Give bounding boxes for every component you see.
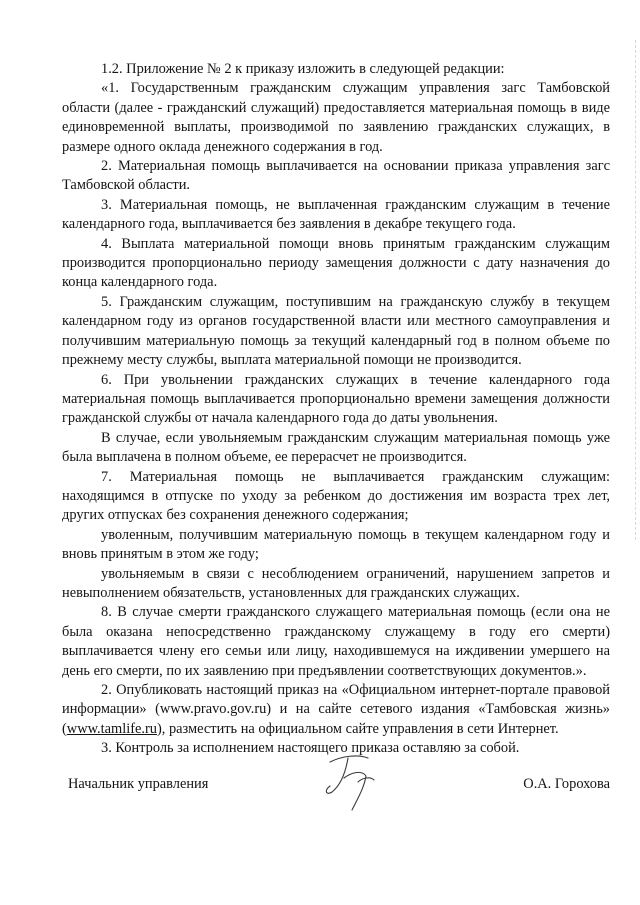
paragraph: 6. При увольнении гражданских служащих в течение календарного года материальная помощь выплачивается пропорционально времени замещения должности гражданской службы от начала календарного года до даты увольнения. (62, 371, 610, 427)
paragraph: 4. Выплата материальной помощи вновь принятым гражданским служащим производится пропорционально периоду замещения должности с дату назначения до конца календарного года. (62, 235, 610, 291)
tamlife-link[interactable]: www.tamlife.ru (66, 720, 157, 737)
handwritten-signature (318, 748, 380, 818)
paragraph: «1. Государственным гражданским служащим управления загс Тамбовской области (далее - гражданский служащий) предоставляется материальная помощь в виде единовременной выплаты, производимой по заявлению гражданских служащих, в размере одного оклада денежного содержания в год. (62, 80, 610, 155)
scan-edge-artifact (634, 40, 636, 540)
paragraph: 2. Материальная помощь выплачивается на основании приказа управления загс Тамбовской области. (62, 158, 610, 194)
paragraph: уволенным, получившим материальную помощь в текущем календарном году и вновь принятым в этом же году; (62, 526, 610, 563)
publish-text-before: 2. Опубликовать настоящий приказ на «Официальном интернет-портале правовой информации» (www.pravo.gov.ru) и на сайте сетевого издания «Тамбовская жизнь» ( (62, 682, 610, 737)
paragraph: 1.2. Приложение № 2 к приказу изложить в следующей редакции: (101, 61, 505, 77)
paragraph-publish (62, 681, 610, 739)
paragraph: 3. Материальная помощь, не выплаченная гражданским служащим в течение календарного года, выплачивается без заявления в декабре текущего года. (62, 196, 610, 233)
signatory-title: Начальник управления (68, 776, 209, 792)
paragraph: 7. Материальная помощь не выплачивается гражданским служащим: находящимся в отпуске по уходу за ребенком до достижения им возраста трех лет, других отпусках без сохранения денежного содержания; (62, 468, 610, 524)
publish-text-after: ), разместить на официальном сайте управления в сети Интернет. (156, 720, 559, 737)
paragraph: 5. Гражданским служащим, поступившим на гражданскую службу в текущем календарном году из органов государственной власти или местного самоуправления и получившим материальную помощь за текущий календарный год в полном объеме по прежнему месту службы, выплата материальной помощи не производится. (62, 293, 610, 369)
paragraph: увольняемым в связи с несоблюдением ограничений, нарушением запретов и невыполнением обязательств, установленных для гражданских служащих. (62, 565, 610, 601)
paragraph: В случае, если увольняемым гражданским служащим материальная помощь уже была выплачена в полном объеме, ее перерасчет не производится. (62, 429, 610, 466)
signature-block (68, 768, 610, 838)
paragraph: 8. В случае смерти гражданского служащего материальная помощь (если она не была оказана непосредственно гражданскому служащему в году его смерти) выплачивается члену его семьи или лицу, находившемуся на иждивении умершего на день его смерти, по их заявлению при предъявлении соответствующих документов.». (62, 604, 610, 679)
paragraph-control: 3. Контроль за исполнением настоящего приказа оставляю за собой. (101, 740, 520, 757)
document-body (62, 60, 610, 759)
signatory-name: О.А. Горохова (523, 776, 610, 792)
